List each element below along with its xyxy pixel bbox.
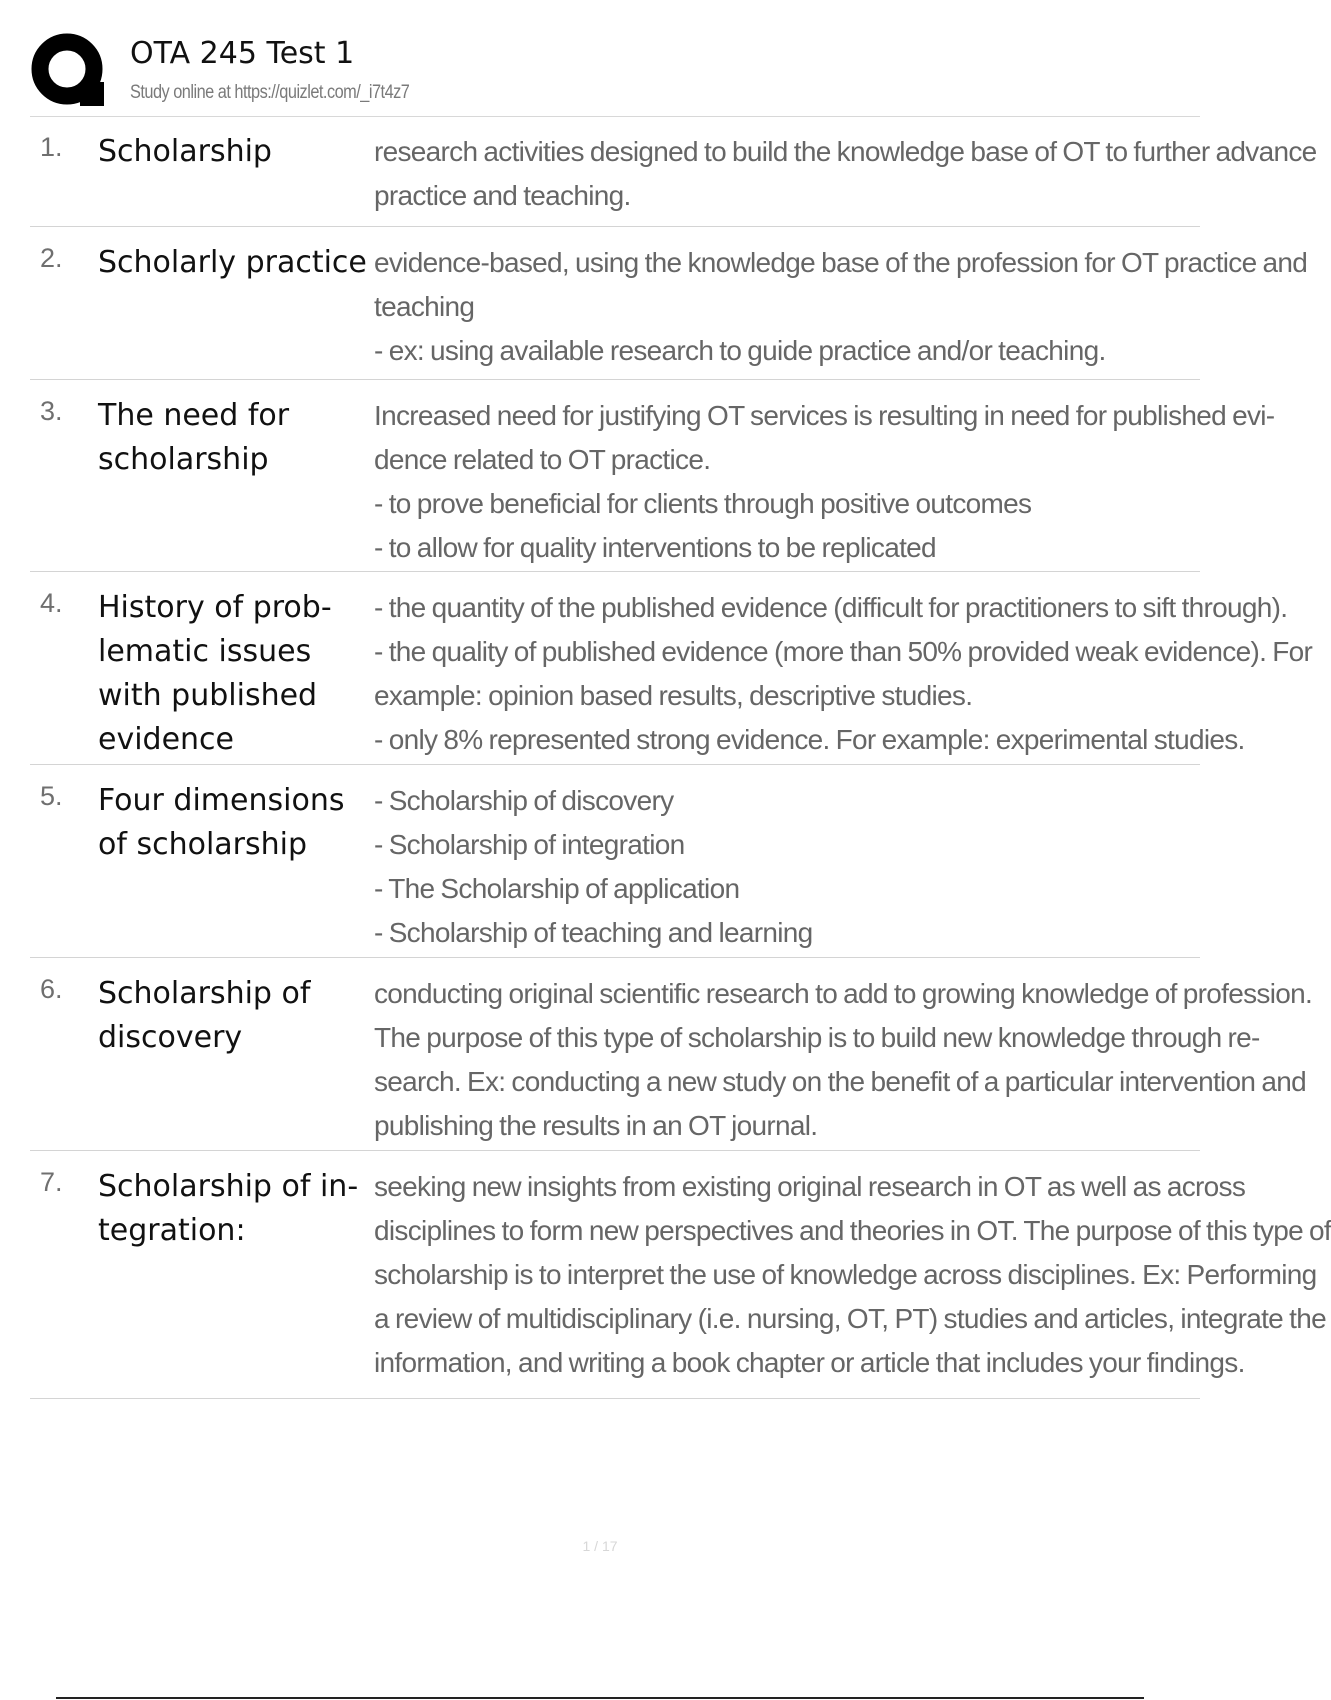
flashcard-list [30, 116, 1331, 1399]
card-number: 5. [40, 781, 63, 811]
card-number: 6. [40, 974, 63, 1004]
definition-line: - Scholarship of discovery [374, 785, 674, 816]
card-definition [374, 779, 1192, 955]
card-definition [374, 972, 1313, 1148]
definition-line: publishing the results in an OT journal. [374, 1110, 818, 1141]
card-term: Four dimensions of scholarship [98, 783, 345, 862]
flashcard-row [30, 116, 1317, 227]
card-term: Scholarship of in-tegration: [98, 1169, 359, 1248]
card-term: Scholarly practice [98, 245, 367, 280]
card-term: Scholarship [98, 134, 272, 169]
definition-line: research activities designed to build the knowledge base of OT to further advance [374, 136, 1317, 167]
definition-line: a review of multidisciplinary (i.e. nursing, OT, PT) studies and articles, integrate the [374, 1303, 1326, 1334]
definition-line: - to prove beneficial for clients through positive outcomes [374, 488, 1032, 519]
definition-line: dence related to OT practice. [374, 444, 711, 475]
definition-line: disciplines to form new perspectives and theories in OT. The purpose of this type of [374, 1215, 1331, 1246]
definition-line: search. Ex: conducting a new study on the benefit of a particular intervention and [374, 1066, 1306, 1097]
definition-line: - ex: using available research to guide practice and/or teaching. [374, 335, 1106, 366]
definition-line: teaching [374, 291, 475, 322]
definition-line: information, and writing a book chapter or article that includes your findings. [374, 1347, 1245, 1378]
card-number: 2. [40, 243, 63, 273]
card-number: 7. [40, 1167, 63, 1197]
flashcard-row [30, 958, 1313, 1151]
definition-line: conducting original scientific research to add to growing knowledge of profession. [374, 978, 1313, 1009]
page-number: 1 / 17 [582, 1538, 618, 1554]
card-definition [374, 1165, 1331, 1385]
definition-line: evidence-based, using the knowledge base of the profession for OT practice and [374, 247, 1308, 278]
document-header [30, 24, 1200, 117]
definition-line: example: opinion based results, descriptive studies. [374, 680, 973, 711]
definition-line: The purpose of this type of scholarship is to build new knowledge through re- [374, 1022, 1260, 1053]
flashcard-row [30, 1151, 1331, 1399]
card-term: The need for scholarship [98, 398, 290, 477]
card-definition [374, 241, 1308, 373]
card-term: History of prob-lematic issues with published evidence [98, 590, 332, 757]
definition-line: scholarship is to interpret the use of knowledge across disciplines. Ex: Performing [374, 1259, 1317, 1290]
definition-line: - Scholarship of integration [374, 829, 685, 860]
document-title: OTA 245 Test 1 [130, 36, 355, 71]
definition-line: practice and teaching. [374, 180, 631, 211]
card-definition [374, 130, 1317, 218]
card-number: 3. [40, 396, 63, 426]
definition-line: - the quality of published evidence (more than 50% provided weak evidence). For [374, 636, 1313, 667]
definition-line: - to allow for quality interventions to be replicated [374, 532, 936, 563]
flashcard-row [30, 765, 1200, 958]
definition-line: - Scholarship of teaching and learning [374, 917, 813, 948]
card-term: Scholarship of discovery [98, 976, 311, 1055]
bottom-divider [56, 1697, 1144, 1699]
flashcard-row [30, 572, 1313, 765]
flashcard-row [30, 380, 1275, 572]
definition-line: - only 8% represented strong evidence. For example: experimental studies. [374, 724, 1245, 755]
quizlet-logo-icon [30, 32, 108, 110]
definition-line: seeking new insights from existing original research in OT as well as across [374, 1171, 1246, 1202]
card-definition [374, 586, 1313, 762]
card-number: 1. [40, 132, 63, 162]
definition-line: - the quantity of the published evidence (difficult for practitioners to sift through). [374, 592, 1288, 623]
definition-line: - The Scholarship of application [374, 873, 740, 904]
flashcard-row [30, 227, 1308, 380]
card-definition [374, 394, 1275, 570]
card-number: 4. [40, 588, 63, 618]
definition-line: Increased need for justifying OT services is resulting in need for published evi- [374, 400, 1275, 431]
document-subtitle: Study online at https://quizlet.com/_i7t4z7 [130, 82, 410, 103]
